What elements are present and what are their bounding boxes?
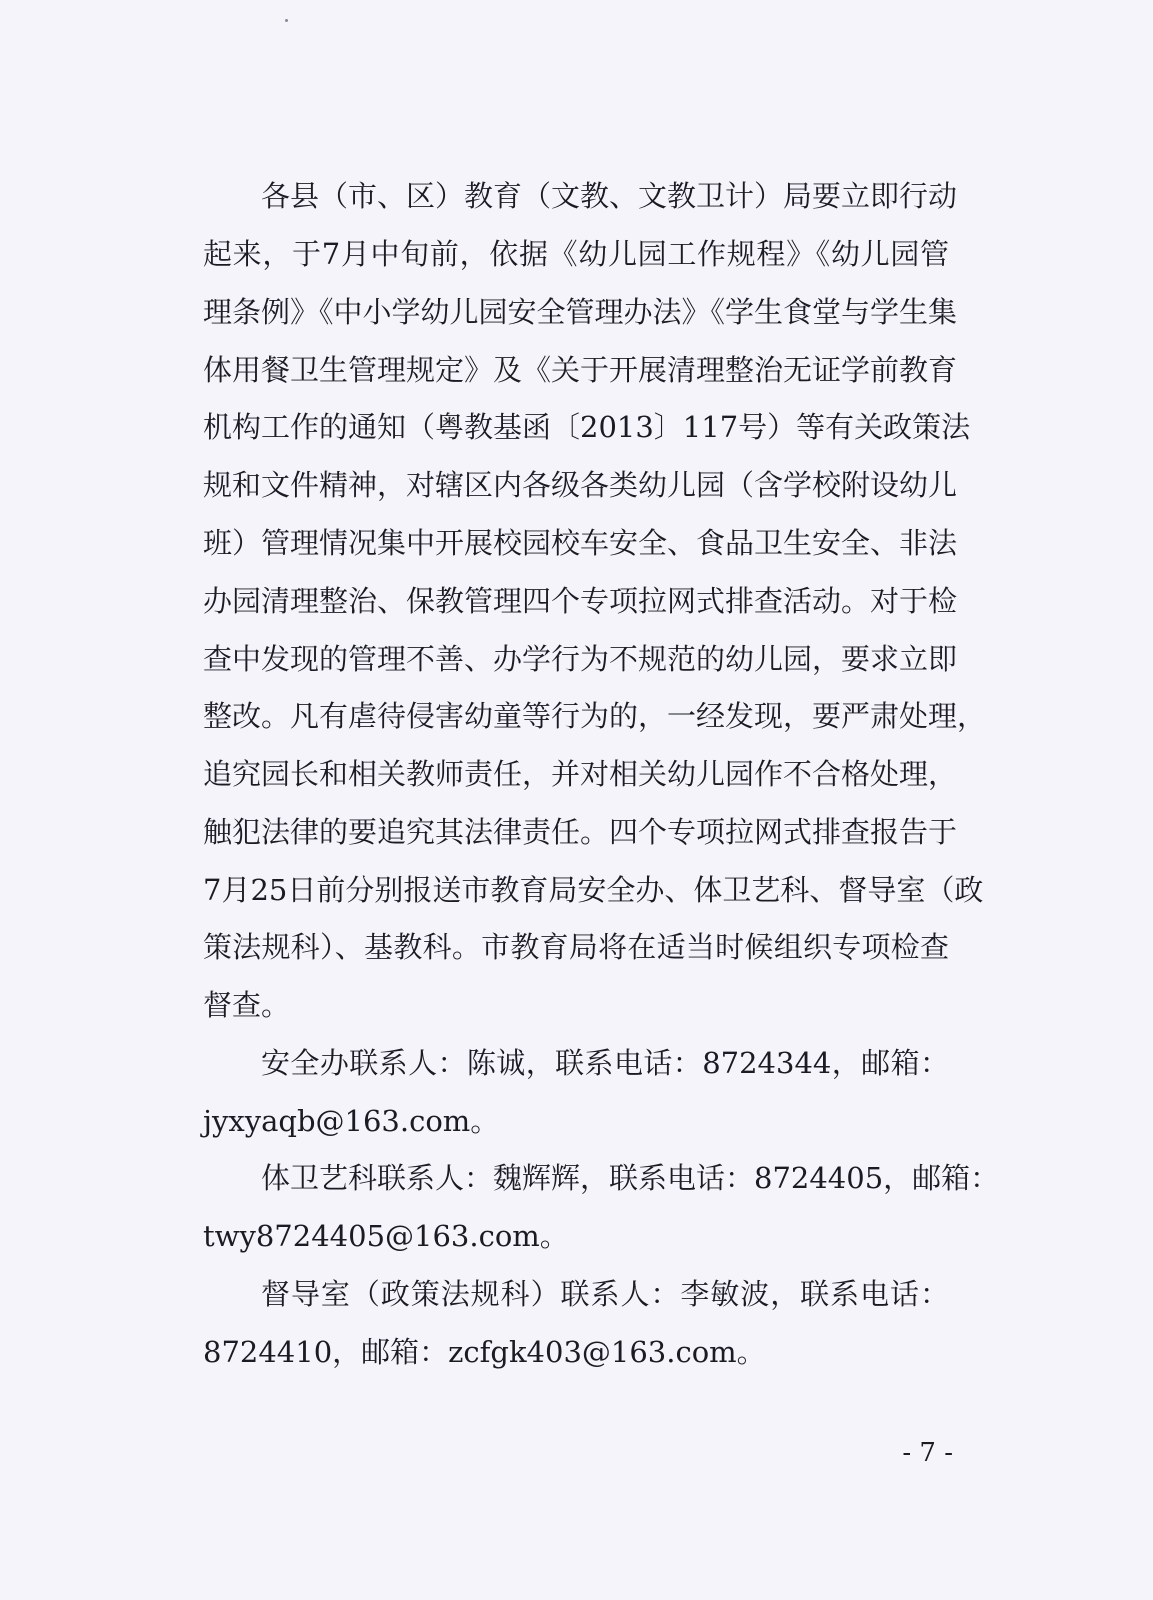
paragraph-line: 理条例》《中小学幼儿园安全管理办法》《学生食堂与学生集 — [203, 295, 958, 329]
paragraph-line: 体用餐卫生管理规定》及《关于开展清理整治无证学前教育 — [203, 353, 958, 387]
contact-safety-email: jyxyaqb@163.com。 — [203, 1104, 500, 1138]
paragraph-line: 触犯法律的要追究其法律责任。四个专项拉网式排查报告于 — [203, 815, 958, 849]
paragraph-line: 追究园长和相关教师责任，并对相关幼儿园作不合格处理， — [203, 757, 958, 791]
scan-speck — [285, 19, 288, 22]
paragraph-line: 机构工作的通知（粤教基函〔2013〕117号）等有关政策法 — [203, 410, 971, 444]
contact-supervision-email: 8724410，邮箱：zcfgk403@163.com。 — [203, 1335, 766, 1369]
paragraph-line: 班）管理情况集中开展校园校车安全、食品卫生安全、非法 — [203, 526, 958, 560]
paragraph-line: 策法规科）、基教科。市教育局将在适当时候组织专项检查 — [203, 930, 949, 964]
paragraph-line: 起来，于7月中旬前，依据《幼儿园工作规程》《幼儿园管 — [203, 237, 949, 271]
paragraph-line: 整改。凡有虐待侵害幼童等行为的，一经发现，要严肃处理， — [203, 699, 987, 733]
contact-supervision-line: 督导室（政策法规科）联系人：李敏波，联系电话： — [261, 1277, 949, 1311]
paragraph-line: 办园清理整治、保教管理四个专项拉网式排查活动。对于检 — [203, 584, 958, 618]
paragraph-line: 督查。 — [203, 988, 291, 1022]
page-number: - 7 - — [902, 1438, 953, 1468]
paragraph-line: 各县（市、区）教育（文教、文教卫计）局要立即行动 — [261, 179, 958, 213]
paragraph-line: 7月25日前分别报送市教育局安全办、体卫艺科、督导室（政 — [203, 873, 984, 907]
contact-pe-art-line: 体卫艺科联系人：魏辉辉，联系电话：8724405，邮箱： — [261, 1161, 1000, 1195]
paragraph-line: 查中发现的管理不善、办学行为不规范的幼儿园，要求立即 — [203, 642, 958, 676]
contact-safety-line: 安全办联系人：陈诚，联系电话：8724344，邮箱： — [261, 1046, 949, 1080]
contact-pe-art-email: twy8724405@163.com。 — [203, 1219, 569, 1253]
paragraph-line: 规和文件精神，对辖区内各级各类幼儿园（含学校附设幼儿 — [203, 468, 958, 502]
